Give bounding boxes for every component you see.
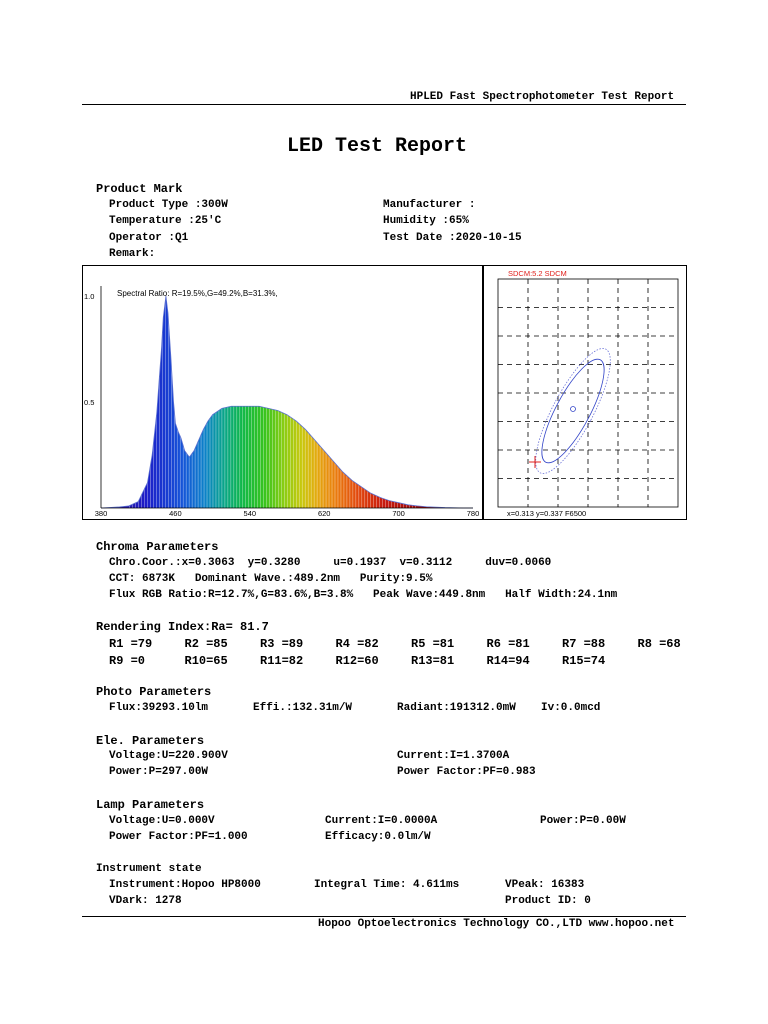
rendering-value: R7 =88 bbox=[562, 637, 606, 651]
header-rule bbox=[82, 104, 686, 105]
lamp-efficacy: Efficacy:0.0lm/W bbox=[325, 831, 431, 843]
instrument-heading: Instrument state bbox=[96, 863, 202, 875]
rendering-heading: Rendering Index:Ra= 81.7 bbox=[96, 620, 269, 634]
cie-grid bbox=[498, 279, 678, 507]
radiant-value: Radiant:191312.0mW bbox=[397, 702, 516, 714]
rendering-value: R2 =85 bbox=[184, 637, 228, 651]
test-date: Test Date :2020-10-15 bbox=[383, 232, 522, 244]
remark: Remark: bbox=[109, 248, 156, 260]
rendering-value: R8 =68 bbox=[637, 637, 681, 651]
footer-rule bbox=[82, 916, 686, 917]
rendering-value: R15=74 bbox=[562, 654, 606, 668]
spectral-ratio-label: Spectral Ratio: R=19.5%,G=49.2%,B=31.3%, bbox=[117, 289, 278, 298]
rendering-value: R3 =89 bbox=[260, 637, 304, 651]
efficacy-value: Effi.:132.31m/W bbox=[253, 702, 353, 714]
product-heading: Product Mark bbox=[96, 182, 183, 196]
macadam-ellipse-inner bbox=[531, 352, 615, 470]
lamp-power-factor: Power Factor:PF=1.000 bbox=[109, 831, 248, 843]
manufacturer: Manufacturer : bbox=[383, 199, 476, 211]
chroma-heading: Chroma Parameters bbox=[96, 540, 219, 554]
product-id: Product ID: 0 bbox=[505, 895, 591, 907]
flux-value: Flux:39293.10lm bbox=[109, 702, 209, 714]
spectrum-chart-frame bbox=[82, 265, 484, 520]
rendering-value: R4 =82 bbox=[335, 637, 379, 651]
x-tick-label: 460 bbox=[169, 509, 182, 518]
temperature: Temperature :25′C bbox=[109, 215, 222, 227]
cie-chart bbox=[483, 266, 686, 519]
spectrum-chart bbox=[83, 266, 483, 519]
y-tick-label: 0.5 bbox=[84, 398, 95, 407]
iv-value: Iv:0.0mcd bbox=[541, 702, 601, 714]
page-title: LED Test Report bbox=[287, 135, 468, 158]
rendering-value: R11=82 bbox=[260, 654, 304, 668]
rendering-value: R10=65 bbox=[184, 654, 228, 668]
lamp-voltage: Voltage:U=0.000V bbox=[109, 815, 215, 827]
lamp-power: Power:P=0.00W bbox=[540, 815, 626, 827]
lamp-heading: Lamp Parameters bbox=[96, 798, 205, 812]
ele-current: Current:I=1.3700A bbox=[397, 750, 510, 762]
cie-chart-frame bbox=[482, 265, 687, 520]
rendering-value: R9 =0 bbox=[109, 654, 146, 668]
chroma-coordinates: Chro.Coor.:x=0.3063 y=0.3280 u=0.1937 v=0.3112 duv=0.0060 bbox=[109, 557, 552, 569]
macadam-ellipse-outer bbox=[522, 340, 623, 482]
sdcm-label: SDCM:5.2 SDCM bbox=[508, 269, 567, 278]
chroma-flux-ratio: Flux RGB Ratio:R=12.7%,G=83.6%,B=3.8% Peak Wave:449.8nm Half Width:24.1nm bbox=[109, 589, 618, 601]
ele-voltage: Voltage:U=220.900V bbox=[109, 750, 228, 762]
integral-time: Integral Time: 4.611ms bbox=[314, 879, 460, 891]
rendering-value: R13=81 bbox=[411, 654, 455, 668]
vdark: VDark: 1278 bbox=[109, 895, 182, 907]
x-tick-label: 700 bbox=[392, 509, 405, 518]
vpeak: VPeak: 16383 bbox=[505, 879, 585, 891]
y-tick-label: 1.0 bbox=[84, 292, 95, 301]
ele-power-factor: Power Factor:PF=0.983 bbox=[397, 766, 536, 778]
spectrum-area bbox=[101, 296, 473, 508]
ele-heading: Ele. Parameters bbox=[96, 734, 205, 748]
target-point bbox=[571, 407, 576, 412]
rendering-value: R5 =81 bbox=[411, 637, 455, 651]
report-header: HPLED Fast Spectrophotometer Test Report bbox=[410, 91, 675, 103]
instrument-name: Instrument:Hopoo HP8000 bbox=[109, 879, 261, 891]
x-tick-label: 380 bbox=[94, 509, 108, 518]
lamp-current: Current:I=0.0000A bbox=[325, 815, 438, 827]
x-tick-label: 620 bbox=[317, 509, 331, 518]
ele-power: Power:P=297.00W bbox=[109, 766, 209, 778]
rendering-value: R1 =79 bbox=[109, 637, 153, 651]
footer-company: Hopoo Optoelectronics Technology CO.,LTD www.hopoo.net bbox=[318, 918, 675, 930]
operator: Operator :Q1 bbox=[109, 232, 189, 244]
rendering-value: R14=94 bbox=[486, 654, 530, 668]
measured-point-marker bbox=[529, 456, 541, 468]
rendering-value: R6 =81 bbox=[486, 637, 530, 651]
humidity: Humidity :65% bbox=[383, 215, 469, 227]
rendering-value: R12=60 bbox=[335, 654, 379, 668]
chromaticity-readout: x=0.313 y=0.337 F6500 bbox=[507, 509, 587, 518]
x-tick-label: 540 bbox=[243, 509, 257, 518]
x-tick-label: 780 bbox=[466, 509, 480, 518]
chroma-cct: CCT: 6873K Dominant Wave.:489.2nm Purity:9.5% bbox=[109, 573, 433, 585]
product-type: Product Type :300W bbox=[109, 199, 228, 211]
photo-heading: Photo Parameters bbox=[96, 685, 212, 699]
